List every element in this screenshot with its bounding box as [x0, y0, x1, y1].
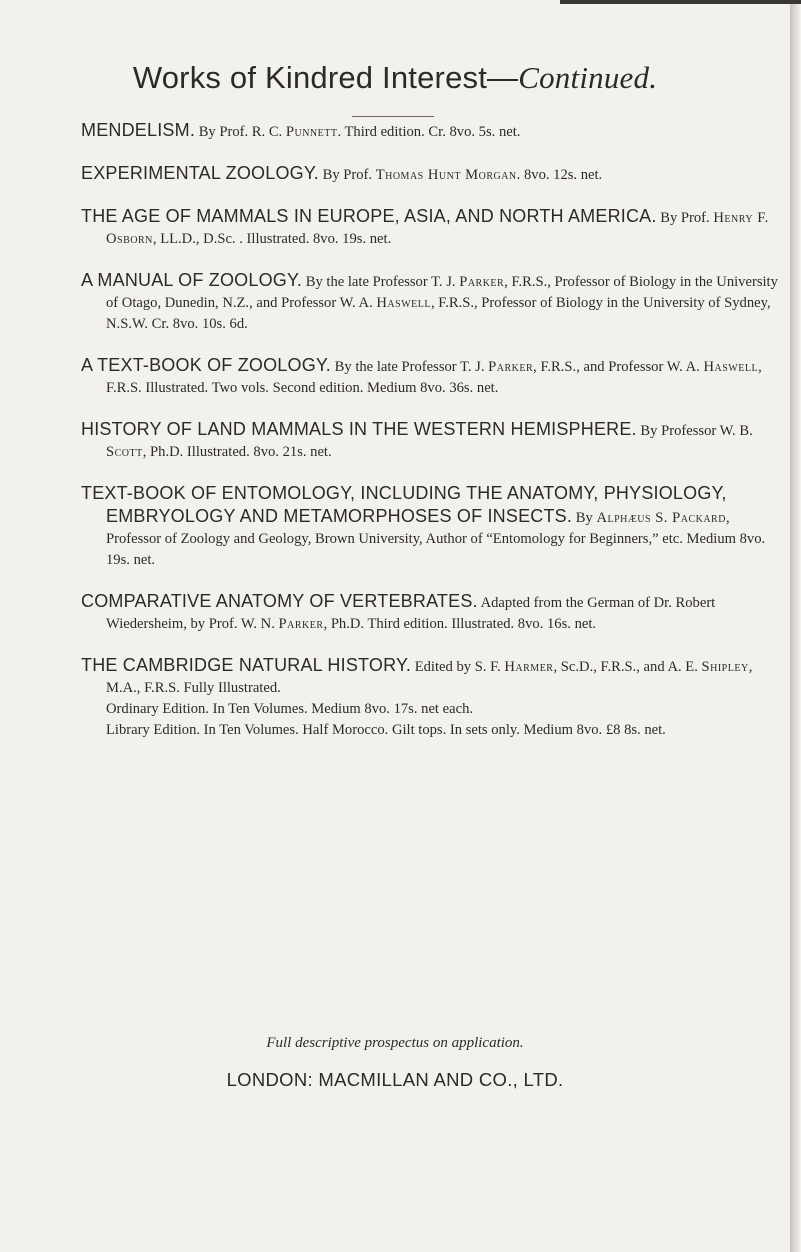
edition-details: , Professor of Zoology and Geology, Brown University, Author of “Entomology for Beginners,” etc. Medium 8vo. 19s. net. — [106, 510, 766, 568]
author-name: Punnett — [285, 124, 338, 140]
second-author-name: Shipley — [701, 659, 749, 675]
author-prefix: By the late Professor T. J. — [334, 359, 489, 375]
author-name: Parker — [488, 359, 534, 375]
book-entry — [81, 483, 781, 571]
author-details: , Sc.D., F.R.S., and A. E. — [553, 659, 702, 675]
book-entry — [81, 163, 781, 186]
author-name: Alphæus S. Packard — [596, 510, 726, 526]
author-name: Harmer — [504, 659, 554, 675]
publisher-line: LONDON: MACMILLAN AND CO., LTD. — [226, 1069, 564, 1090]
author-details: , F.R.S., Professor of Biology in the University of Otago, Dunedin, N.Z., and Professor W. A. — [106, 274, 778, 311]
heading-continued: Continued. — [518, 60, 658, 95]
heading-rule — [352, 116, 434, 117]
author-prefix: By the late Professor T. J. — [305, 274, 460, 290]
edition-details: , F.R.S., Professor of Biology in the University of Sydney, N.S.W. Cr. 8vo. 10s. 6d. — [106, 295, 771, 332]
author-name: Thomas Hunt Morgan — [375, 167, 517, 183]
author-details: , F.R.S., and Professor W. A. — [533, 359, 704, 375]
heading-main: Works of Kindred Interest— — [132, 60, 519, 95]
second-author-name: Haswell — [703, 359, 759, 375]
edition-details: , Ph.D. Illustrated. 8vo. 21s. net. — [142, 444, 332, 460]
book-list — [81, 120, 781, 741]
author-prefix: By Prof. — [660, 210, 714, 226]
author-prefix: By Prof. — [322, 167, 376, 183]
book-entry — [81, 120, 781, 143]
author-name: Parker — [278, 616, 324, 632]
edition-details: , M.A., F.R.S. Fully Illustrated. — [106, 659, 753, 696]
edition-details: , F.R.S. Illustrated. Two vols. Second edition. Medium 8vo. 36s. net. — [106, 359, 762, 396]
book-entry — [81, 655, 781, 699]
book-title: TEXT-BOOK OF ENTOMOLOGY, INCLUDING THE ANATOMY, PHYSIOLOGY, EMBRYOLOGY AND METAMORPHOSES OF INSECTS. — [81, 483, 727, 526]
book-entry — [81, 591, 781, 635]
book-title: THE CAMBRIDGE NATURAL HISTORY. — [81, 655, 412, 675]
book-title: COMPARATIVE ANATOMY OF VERTEBRATES. — [81, 591, 478, 611]
author-prefix: Edited by S. F. — [414, 659, 505, 675]
page-heading — [0, 60, 790, 96]
book-entry — [81, 419, 781, 463]
book-entry — [81, 355, 781, 399]
author-prefix: By Prof. R. C. — [198, 124, 286, 140]
book-entry — [81, 206, 781, 250]
book-title: A TEXT-BOOK OF ZOOLOGY. — [81, 355, 331, 375]
edition-details: . 8vo. 12s. net. — [516, 167, 603, 183]
book-title: THE AGE OF MAMMALS IN EUROPE, ASIA, AND NORTH AMERICA. — [81, 206, 657, 226]
edition-option: Library Edition. In Ten Volumes. Half Morocco. Gilt tops. In sets only. Medium 8vo. £8 8s. net. — [106, 722, 666, 738]
book-entry — [81, 270, 781, 335]
second-author-name: Haswell — [376, 295, 431, 311]
prospectus-note: Full descriptive prospectus on application. — [266, 1035, 524, 1051]
author-name: Henry F. Osborn — [106, 210, 769, 247]
edition-details: , LL.D., D.Sc. . Illustrated. 8vo. 19s. net. — [152, 231, 392, 247]
author-prefix: Adapted from the German of Dr. Robert Wiedersheim, by Prof. W. N. — [106, 595, 716, 632]
edition-details: . Third edition. Cr. 8vo. 5s. net. — [337, 124, 521, 140]
book-title: A MANUAL OF ZOOLOGY. — [81, 270, 303, 290]
author-name: Parker — [459, 274, 505, 290]
author-prefix: By Professor W. B. — [640, 423, 753, 439]
book-title: MENDELISM. — [81, 120, 196, 140]
book-title: EXPERIMENTAL ZOOLOGY. — [81, 163, 319, 183]
page-top-edge — [560, 0, 801, 4]
author-prefix: By — [575, 510, 597, 526]
edition-details: , Ph.D. Third edition. Illustrated. 8vo. 16s. net. — [323, 616, 597, 632]
page-edge — [790, 0, 801, 1252]
edition-option: Ordinary Edition. In Ten Volumes. Medium 8vo. 17s. net each. — [106, 701, 474, 717]
book-title: HISTORY OF LAND MAMMALS IN THE WESTERN HEMISPHERE. — [81, 419, 637, 439]
author-name: Scott — [106, 444, 143, 460]
